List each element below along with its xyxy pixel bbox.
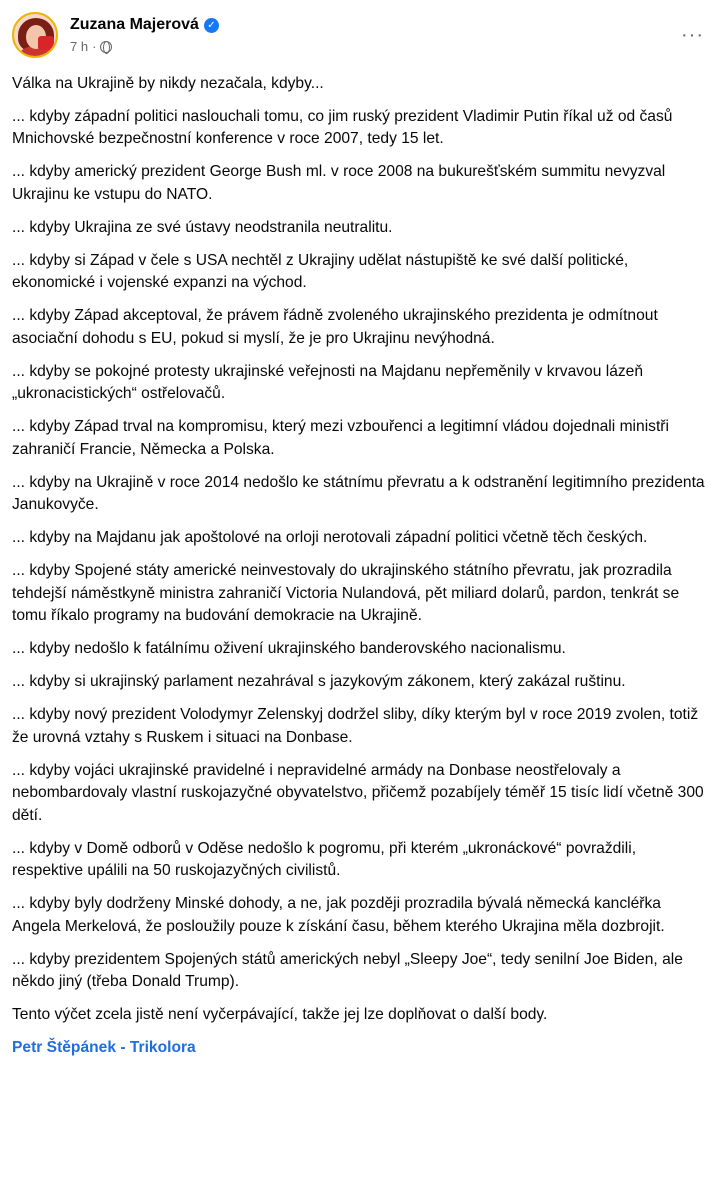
post-paragraph: ... kdyby na Majdanu jak apoštolové na orloji nerotovali západní politici včetně těch českých. bbox=[12, 529, 648, 546]
more-options-button[interactable]: ··· bbox=[681, 24, 704, 46]
source-tag-link[interactable]: Petr Štěpánek - Trikolora bbox=[12, 1039, 196, 1056]
author-name[interactable]: Zuzana Majerová bbox=[70, 16, 199, 33]
post-paragraph: ... kdyby vojáci ukrajinské pravidelné i nepravidelné armády na Donbase neostřelovaly a nebombardovaly vlastní ruskojazyčné obyvatelstvo, přičemž pozabíjely téměř 15 tisíc lidí včetně 300 dětí. bbox=[12, 761, 704, 824]
post-paragraph: ... kdyby na Ukrajině v roce 2014 nedošlo ke státnímu převratu a k odstranění legitimního prezidenta Janukovyče. bbox=[12, 473, 705, 513]
post-paragraph: ... kdyby v Domě odborů v Oděse nedošlo k pogromu, při kterém „ukronáckové“ povraždili, respektive upálili na 50 ruskojazyčných civilistů. bbox=[12, 839, 637, 879]
post-paragraph: ... kdyby Západ trval na kompromisu, který mezi vzbouřenci a legitimní vládou dojednali ministři zahraničí Francie, Německa a Polska. bbox=[12, 418, 669, 458]
post-content bbox=[12, 73, 708, 1060]
author-info bbox=[70, 15, 219, 55]
verified-badge-icon: ✓ bbox=[204, 18, 219, 33]
post-paragraph: Válka na Ukrajině by nikdy nezačala, kdyby... bbox=[12, 75, 324, 92]
post-header bbox=[12, 0, 708, 70]
post-paragraph: ... kdyby Západ akceptoval, že právem řádně zvoleného ukrajinského prezidenta je odmítnout asociační dohodu s EU, pokud si myslí, že je pro Ukrajinu nevýhodná. bbox=[12, 307, 658, 347]
post-paragraph: ... kdyby západní politici naslouchali tomu, co jim ruský prezident Vladimir Putin říkal už od časů Mnichovské bezpečnostní konference v roce 2007, tedy 15 let. bbox=[12, 107, 673, 147]
meta-separator: · bbox=[92, 39, 97, 54]
post-paragraph: ... kdyby americký prezident George Bush ml. v roce 2008 na bukurešťském summitu nevyzval Ukrajinu ke vstupu do NATO. bbox=[12, 163, 666, 203]
post-paragraph: ... kdyby nedošlo k fatálnímu oživení ukrajinského banderovského nacionalismu. bbox=[12, 640, 566, 657]
post-paragraph: ... kdyby si Západ v čele s USA nechtěl z Ukrajiny udělat nástupiště ke své další politické, ekonomické i vojenské expanzi na východ. bbox=[12, 251, 629, 291]
post-paragraph: ... kdyby Spojené státy americké neinvestovaly do ukrajinského státního převratu, jak prozradila tehdejší náměstkyně ministra zahraničí Victoria Nulandová, pět miliard dolarů, pardon, tenkrát se tomu říkalo programy na budování demokracie na Ukrajině. bbox=[12, 562, 680, 624]
post-time[interactable]: 7 h bbox=[70, 39, 89, 54]
post-paragraph: ... kdyby nový prezident Volodymyr Zelenskyj dodržel sliby, díky kterým byl v roce 2019 zvolen, totiž že urovná vztahy s Ruskem i situaci na Donbase. bbox=[12, 706, 699, 746]
globe-icon[interactable] bbox=[100, 41, 112, 53]
author-name-row bbox=[70, 15, 219, 35]
post-paragraph: ... kdyby se pokojné protesty ukrajinské veřejnosti na Majdanu nepřeměnily v krvavou lázeň „ukronacistických“ ostřelovačů. bbox=[12, 362, 644, 402]
author-avatar[interactable] bbox=[12, 12, 58, 58]
post-paragraph: ... kdyby byly dodrženy Minské dohody, a ne, jak později prozradila bývalá německá kancléřka Angela Merkelová, že posloužily pouze k získání času, během kterého Ukrajina měla dozbrojit. bbox=[12, 895, 665, 935]
post-paragraph: ... kdyby Ukrajina ze své ústavy neodstranila neutralitu. bbox=[12, 218, 393, 236]
post-paragraph: ... kdyby si ukrajinský parlament nezahrával s jazykovým zákonem, který zakázal ruštinu. bbox=[12, 673, 626, 690]
post-paragraph: Tento výčet zcela jistě není vyčerpávající, takže jej lze doplňovat o další body. bbox=[12, 1006, 548, 1023]
post-paragraph: ... kdyby prezidentem Spojených států amerických nebyl „Sleepy Joe“, tedy senilní Joe Biden, ale někdo jiný (třeba Donald Trump). bbox=[12, 950, 683, 990]
post-meta bbox=[70, 39, 219, 55]
